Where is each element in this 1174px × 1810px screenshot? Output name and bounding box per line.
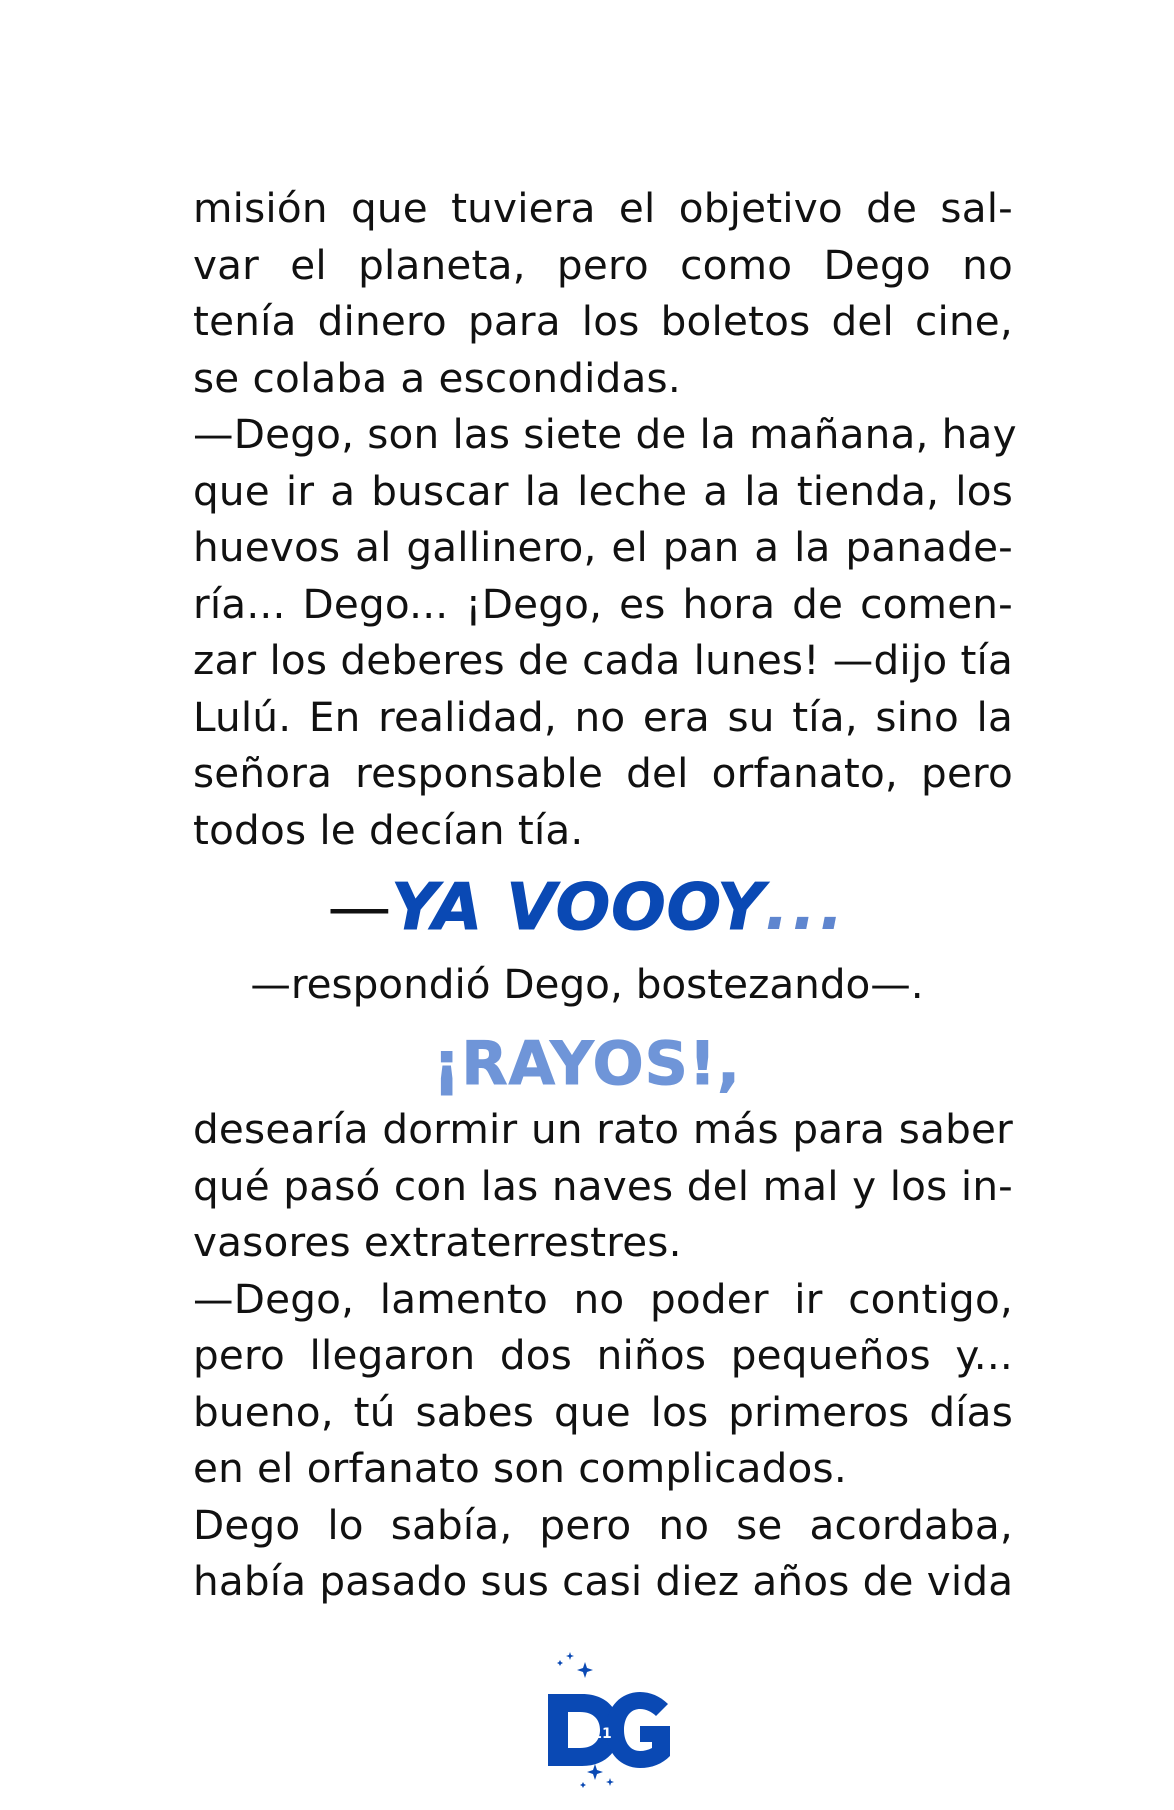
shout-rayos: ¡RAYOS!, (433, 1029, 741, 1099)
text-line: vasores extraterrestres. (193, 1218, 682, 1266)
text-line: todos le decían tía. (193, 805, 584, 854)
text-line: qué pasó con las naves del mal y los in- (193, 1161, 1013, 1210)
text-line: —Dego, son las siete de la mañana, hay (193, 410, 1017, 458)
text-line: bueno, tú sabes que los primeros días (193, 1387, 1013, 1436)
page-number: 11 (592, 1726, 612, 1742)
text-line: var el planeta, pero como Dego no (193, 240, 1013, 289)
dg-logo-icon (540, 1638, 680, 1798)
text-line: huevos al gallinero, el pan a la panade- (193, 523, 1013, 571)
text-line: había pasado sus casi diez años de vida (193, 1557, 1014, 1605)
em-dash: — (327, 871, 392, 945)
text-line: en el orfanato son complicados. (193, 1444, 847, 1492)
text-line: zar los deberes de cada lunes! —dijo tía (193, 636, 1013, 684)
text-line: señora responsable del orfanato, pero (193, 749, 1013, 797)
paragraph-1 (193, 180, 1017, 858)
logo-letter-g (606, 1692, 670, 1768)
text-line: Dego lo sabía, pero no se acordaba, (193, 1500, 1013, 1549)
text-line: —Dego, lamento no poder ir contigo, (193, 1274, 1013, 1323)
shout-dots: ... (764, 871, 847, 945)
text-line: pero llegaron dos niños pequeños y... (193, 1331, 1013, 1379)
response-line: —respondió Dego, bostezando—. (250, 960, 924, 1008)
shout-word: YA VOOOY (391, 871, 765, 945)
text-line: misión que tuviera el objetivo de sal- (193, 184, 1013, 232)
paragraph-2 (193, 1101, 1013, 1610)
shout-ya-voooy (0, 868, 1174, 948)
text-line: tenía dinero para los boletos del cine, (193, 297, 1013, 345)
text-line: desearía dormir un rato más para saber (193, 1105, 1013, 1153)
text-line: se colaba a escondidas. (193, 353, 681, 402)
text-line: Lulú. En realidad, no era su tía, sino la (193, 692, 1013, 741)
text-line: que ir a buscar la leche a la tienda, los (193, 466, 1013, 515)
text-line: ría... Dego... ¡Dego, es hora de comen- (193, 579, 1013, 628)
